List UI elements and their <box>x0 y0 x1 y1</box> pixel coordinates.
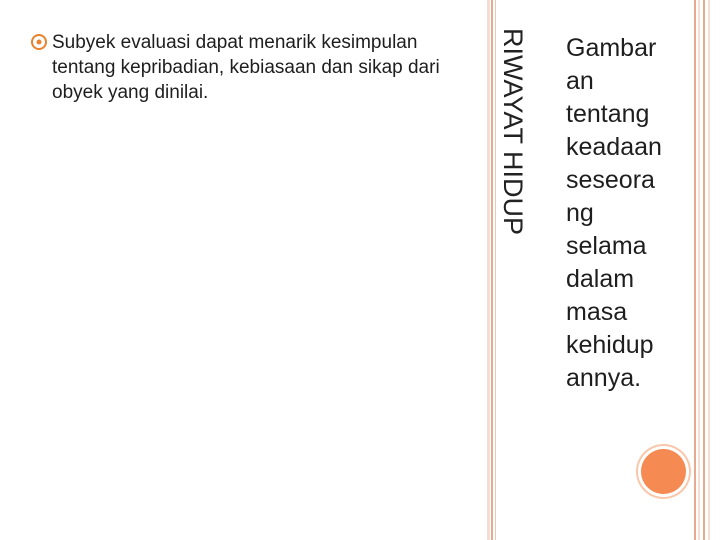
decor-stripe <box>495 0 496 540</box>
side-description: Gambar an tentang keadaan seseora ng selama dalam masa kehidup annya. <box>566 34 662 392</box>
decor-stripe <box>698 0 700 540</box>
decor-stripe <box>487 0 490 540</box>
decor-stripe <box>703 0 705 540</box>
vertical-title: RIWAYAT HIDUP <box>498 28 528 236</box>
bullet-symbol-icon <box>30 33 48 51</box>
bullet-item <box>30 30 460 105</box>
decor-circle <box>641 449 686 494</box>
bullet-text: Subyek evaluasi dapat menarik kesimpulan tentang kepribadian, kebiasaan dan sikap dari obyek yang dinilai. <box>52 32 440 103</box>
decor-stripe <box>491 0 493 540</box>
decor-stripe <box>708 0 710 540</box>
decor-stripe <box>694 0 696 540</box>
